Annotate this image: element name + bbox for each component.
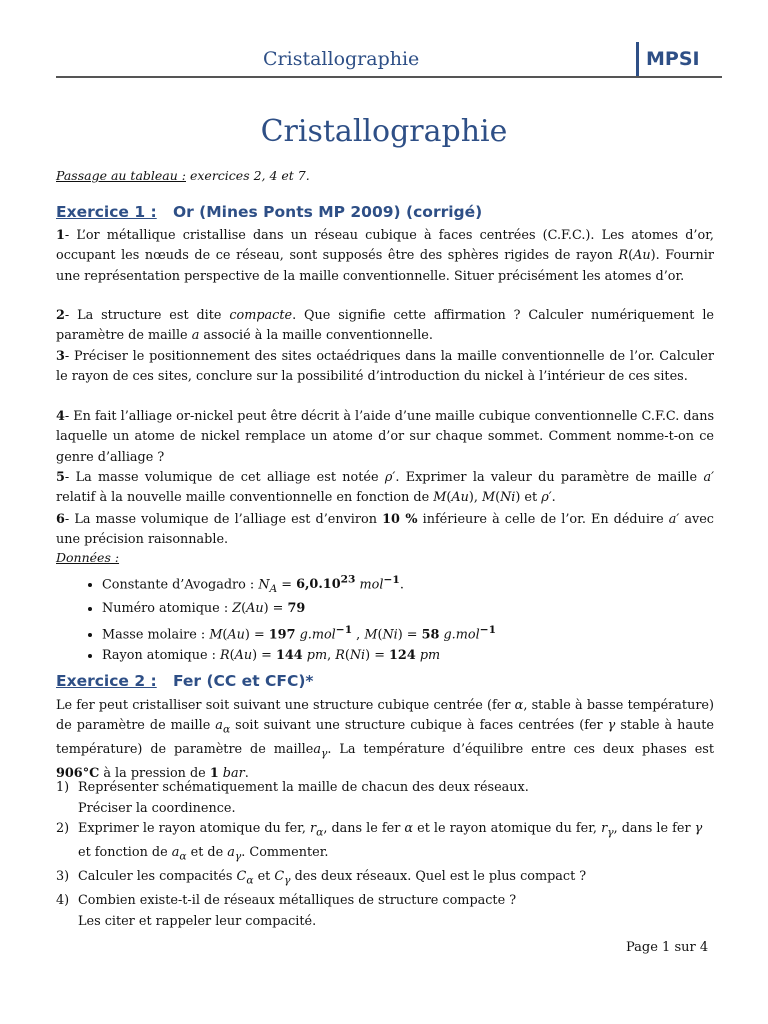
- exercise-2-question-4: 4) Combien existe-t-il de réseaux métalliques de structure compacte ? Les citer et rappeler leur compacité.: [56, 893, 517, 929]
- exercise-1-question-5: 5- La masse volumique de cet alliage est notée ρ′. Exprimer la valeur du paramètre de maille a′ relatif à la nouvelle maille conventionnelle en fonction de M(Au), M(Ni) et ρ′.: [56, 470, 714, 506]
- exercise-2-questions: [56, 778, 716, 932]
- exercise-2-label: Exercice 2 :: [56, 672, 157, 690]
- page-title: Cristallographie: [260, 114, 508, 149]
- exercise-1-label: Exercice 1 :: [56, 203, 157, 221]
- intro-text: exercices 2, 4 et 7.: [186, 168, 310, 183]
- exercise-1-question-4: 4- En fait l’alliage or-nickel peut être décrit à l’aide d’une maille cubique conventionnelle C.F.C. dans laquelle un atome de nickel remplace un atome d’or sur chaque sommet. Comment nomme-t-on ce genre d’alliage ?: [56, 409, 715, 465]
- intro-line: [56, 168, 310, 183]
- data-list: [86, 570, 496, 666]
- data-item-atomic-number: • Numéro atomique : Z(Au) = 79: [102, 599, 496, 620]
- exercise-1-heading: [56, 203, 482, 221]
- exercise-1-question-6: 6- La masse volumique de l’alliage est d’environ 10 % inférieure à celle de l’or. En déduire a′ avec une précision raisonnable.: [56, 512, 714, 548]
- exercise-2-intro: Le fer peut cristalliser soit suivant une structure cubique centrée (fer α, stable à basse température) de paramètre de maille $a_\alpha$ soit suivant une structure cubique à faces centrées (fer γ stable à haute température) de paramètre de maillea$_\gamma$. La température d’équilibre entre ces deux phases est 906°C à la pression de 1 bar.: [56, 698, 714, 781]
- intro-label: Passage au tableau :: [56, 168, 186, 183]
- exercise-2-question-2: 2) Exprimer le rayon atomique du fer, $r_\alpha$, dans le fer α et le rayon atomique du fer, $r_\gamma$, dans le fer γ et fonction de $a_\alpha$ et de $a_\gamma$. Commenter.: [56, 821, 703, 863]
- data-item-avogadro: • Constante d’Avogadro : $N_A = 6,0.10^{23}$ mol$^{-1}$.: [102, 570, 496, 599]
- exercise-2-heading: [56, 672, 314, 690]
- data-label: Données :: [56, 550, 120, 565]
- data-item-atomic-radius: • Rayon atomique : R(Au) = 144 pm, R(Ni) = 124 pm: [102, 646, 496, 667]
- header-subject: MPSI: [646, 48, 700, 70]
- exercise-1-question-2: 2- La structure est dite compacte. Que signifie cette affirmation ? Calculer numériquement le paramètre de maille a associé à la maille conventionnelle.: [56, 308, 714, 344]
- exercise-2-question-3: 3) Calculer les compacités $C_\alpha$ et $C_\gamma$ des deux réseaux. Quel est le plus compact ?: [56, 869, 587, 887]
- exercise-2-question-1: 1) Représenter schématiquement la maille de chacun des deux réseaux. Préciser la coordinence.: [56, 780, 529, 816]
- page-number: Page 1 sur 4: [626, 940, 709, 955]
- header-rule: [56, 76, 722, 78]
- header-divider: [636, 42, 639, 78]
- data-item-molar-mass: • Masse molaire : M(Au) = 197 g.mol$^{-1}$ , M(Ni) = 58 g.mol$^{-1}$: [102, 620, 496, 646]
- exercise-1-question-3: 3- Préciser le positionnement des sites octaédriques dans la maille conventionnelle de l’or. Calculer le rayon de ces sites, conclure sur la possibilité d’introduction du nickel à l’intérieur de ces sites.: [56, 349, 714, 385]
- exercise-2-title: Fer (CC et CFC)*: [172, 672, 314, 690]
- header-title: Cristallographie: [263, 48, 420, 70]
- exercise-1-title: Or (Mines Ponts MP 2009) (corrigé): [172, 203, 483, 221]
- exercise-1-question-1: 1- L’or métallique cristallise dans un réseau cubique à faces centrées (C.F.C.). Les atomes d’or, occupant les nœuds de ce réseau, sont supposés être des sphères rigides de rayon R(Au). Fournir une représentation perspective de la maille conventionnelle. Situer précisément les atomes d’or.: [56, 228, 715, 284]
